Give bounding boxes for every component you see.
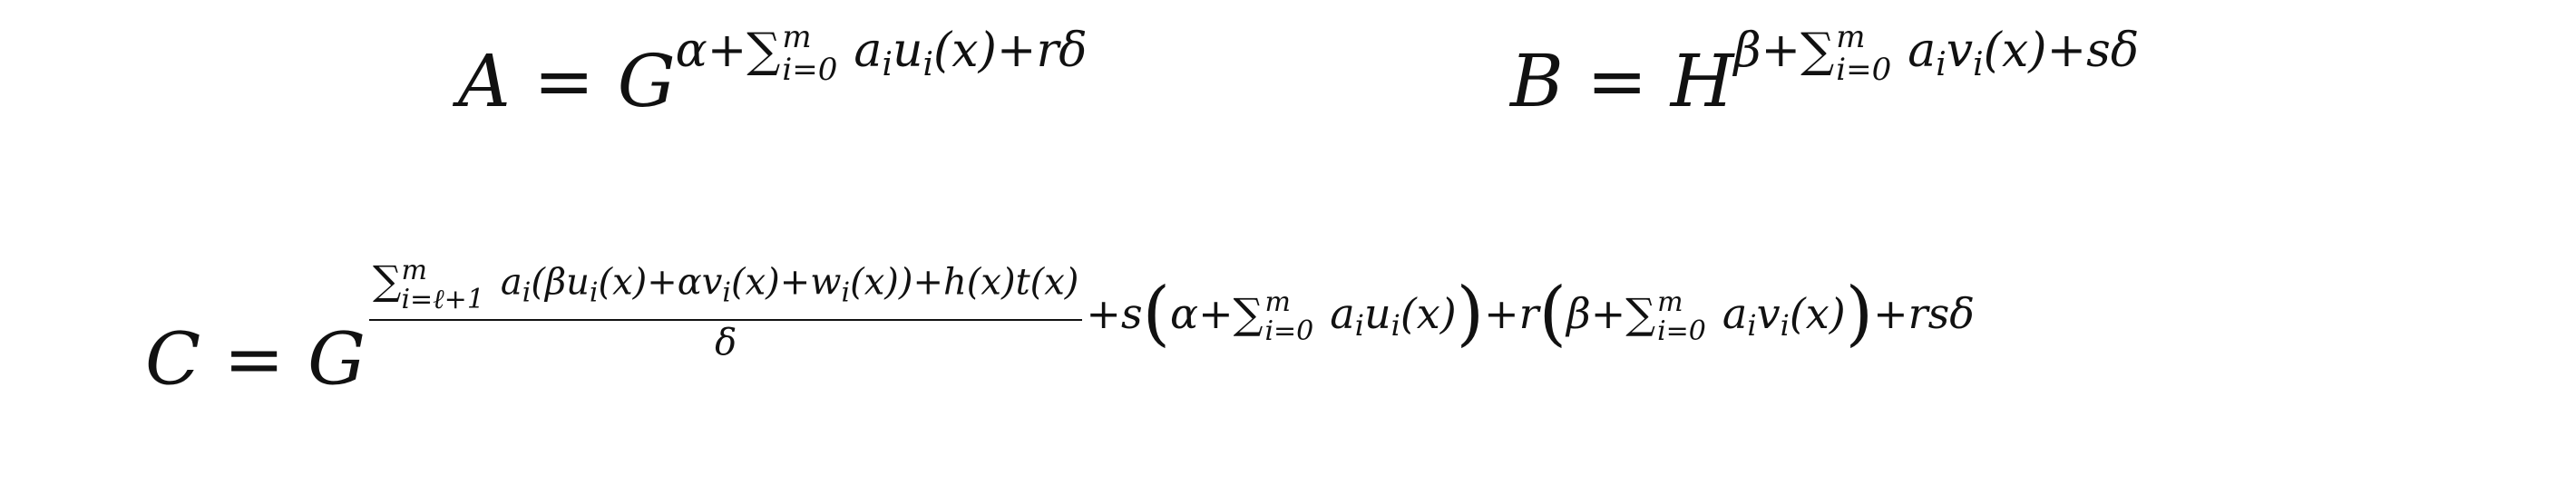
eq-c-equals: = [223,316,285,402]
eq-c-lparen-2: ( [1538,272,1567,354]
eq-a-lower: i=0 [782,51,838,88]
eq-c-t1-coef: a [1330,288,1355,338]
eq-c-num-upper: m [401,255,427,286]
eq-b-coef-sub: i [1936,46,1947,83]
eq-c-t1-upper: m [1264,286,1291,318]
eq-b-sum: ∑ [1800,24,1835,78]
eq-c-t1-pre: +s [1086,288,1143,338]
eq-c-num-sub-3: i [722,276,731,309]
eq-c-t2-fn-sub: i [1780,307,1790,343]
eq-c-exponent [366,257,1975,361]
eq-b-upper: m [1836,18,1866,55]
eq-c-denominator: δ [715,322,737,363]
eq-a-sum: ∑ [746,24,781,78]
eq-b-equals: = [1586,39,1648,123]
eq-a-plus: + [707,24,747,78]
eq-c-t1-fn: u [1363,288,1391,338]
eq-c-numerator [369,257,1082,319]
eq-c-lparen-1: ( [1142,272,1170,354]
eq-a-equals: = [533,39,595,123]
eq-c-num-body-3: (x)+αv [598,261,723,304]
eq-b-base: H [1670,39,1734,123]
eq-c-num-body-5: (x))+h(x)t(x) [850,261,1079,304]
eq-c-t3: +rsδ [1873,288,1975,338]
eq-b-coef: a [1908,24,1937,78]
eq-c-num-sum: ∑ [373,257,402,305]
eq-a-sum-limits [782,18,838,88]
eq-c-num-body-4: (x)+w [731,261,842,304]
eq-c-t1-alpha: α+ [1170,288,1234,338]
eq-c-t2-coef-sub: i [1747,307,1757,343]
eq-b-plus: + [1761,24,1801,78]
eq-b-fn-sub: i [1973,46,1984,83]
eq-b-lower: i=0 [1836,51,1892,88]
eq-c-t2-coef: a [1722,288,1748,338]
eq-a-coef: a [854,24,883,78]
equation-b [1510,18,2140,126]
eq-b-fn: v [1946,24,1974,78]
eq-c-num-sub-1: i [522,276,532,309]
eq-c-t2-beta: β+ [1566,288,1626,338]
eq-c-t1-arg: (x) [1400,288,1457,338]
equation-a [458,18,1088,126]
eq-b-lhs: B [1510,39,1564,123]
eq-c-t2-upper: m [1657,286,1683,318]
eq-a-coef-sub: i [882,46,893,83]
eq-c-num-sub-4: i [841,276,851,309]
eq-c-t2-arg: (x) [1789,288,1846,338]
eq-b-exponent [1733,18,2140,88]
eq-c-t2-limits [1657,288,1706,345]
eq-a-alpha: α [675,24,707,78]
eq-c-rparen-2: ) [1845,272,1874,354]
eq-c-t2-sum: ∑ [1625,288,1656,338]
eq-c-t1-fn-sub: i [1390,307,1400,343]
eq-a-arg: (x) [932,24,997,78]
eq-a-tail: +rδ [996,24,1088,78]
eq-b-tail: +sδ [2046,24,2140,78]
eq-c-fraction [369,257,1082,361]
eq-c-t2-lower: i=0 [1657,315,1706,347]
eq-a-exponent [675,18,1088,88]
eq-c-t2-fn: v [1756,288,1781,338]
eq-c-t1-coef-sub: i [1354,307,1364,343]
eq-b-beta: β [1733,24,1761,78]
eq-c-t1-limits [1264,288,1313,345]
eq-c-num-body-1: a [500,261,522,304]
eq-c-base: G [307,316,366,402]
eq-a-lhs: A [458,39,511,123]
eq-b-sum-limits [1836,18,1892,88]
eq-c-rparen-1: ) [1456,272,1485,354]
eq-c-t1-lower: i=0 [1264,315,1314,347]
eq-c-tail [1086,272,1975,354]
eq-c-num-limits [401,257,483,314]
eq-c-num-lower: i=ℓ+1 [401,283,484,315]
eq-a-fn: u [892,24,923,78]
eq-c-lhs: C [145,316,201,402]
eq-c-t2-pre: +r [1484,288,1539,338]
eq-c-t1-sum: ∑ [1233,288,1264,338]
eq-a-fn-sub: i [922,46,933,83]
eq-b-arg: (x) [1983,24,2047,78]
eq-c-num-sub-2: i [589,276,599,309]
eq-a-base: G [617,39,676,123]
eq-c-num-body-2: (βu [531,261,590,304]
eq-a-upper: m [782,18,812,55]
